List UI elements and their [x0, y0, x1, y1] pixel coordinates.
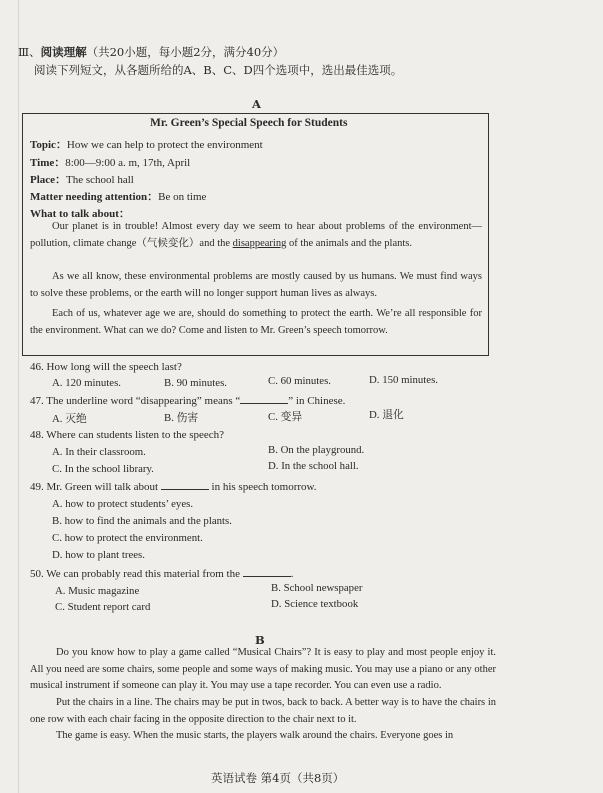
- matter-line: Matter needing attention：Be on time: [30, 191, 207, 203]
- q50-option-a[interactable]: A. Music magazine: [55, 585, 140, 597]
- q47-option-a[interactable]: A. 灭绝: [52, 413, 87, 425]
- answer-blank: [243, 567, 291, 577]
- q49-option-a[interactable]: A. how to protect students’ eyes.: [52, 498, 194, 510]
- answer-blank: [161, 480, 209, 490]
- q47-option-b[interactable]: B. 伤害: [164, 412, 199, 424]
- q48-option-a[interactable]: A. In their classroom.: [52, 446, 146, 458]
- time-line: Time：8:00—9:00 a. m, 17th, April: [30, 157, 191, 169]
- q49-option-b[interactable]: B. how to find the animals and the plants.: [52, 515, 232, 527]
- section-heading: Ⅲ、阅读理解（共20小题，每小题2分，满分40分）: [18, 45, 285, 59]
- passage-a-title: Mr. Green’s Special Speech for Students: [150, 117, 348, 129]
- q50-option-d[interactable]: D. Science textbook: [271, 598, 359, 610]
- passage-b-paragraph-1: Do you know how to play a game called “Musical Chairs”? It is easy to play and most people enjoy it. All you need are some chairs, some people and some ways of making music. You may use a piano or any other musical instrument if someone can play it. You may use a tape recorder. You can even use a radio.: [30, 647, 496, 692]
- question-47: 47. The underline word “disappearing” means “ ” in Chinese.: [30, 395, 346, 407]
- q48-option-d[interactable]: D. In the school hall.: [268, 460, 359, 472]
- passage-a-paragraph-1: Our planet is in trouble! Almost every day we seem to hear about problems of the environment—pollution, climate change（气候变化）and the disappearing of the animals and the plants.: [30, 221, 482, 249]
- q47-option-c[interactable]: C. 变异: [268, 411, 303, 423]
- q46-option-a[interactable]: A. 120 minutes.: [52, 377, 121, 389]
- q46-option-d[interactable]: D. 150 minutes.: [369, 374, 438, 386]
- q50-option-c[interactable]: C. Student report card: [55, 601, 151, 613]
- q48-option-c[interactable]: C. In the school library.: [52, 463, 154, 475]
- topic-line: Topic：How we can help to protect the environment: [30, 139, 263, 151]
- question-49: 49. Mr. Green will talk about in his speech tomorrow.: [30, 481, 317, 493]
- talk-about-label: What to talk about：: [30, 208, 130, 220]
- page-footer: 英语试卷 第4页（共8页）: [211, 771, 345, 785]
- q49-option-c[interactable]: C. how to protect the environment.: [52, 532, 203, 544]
- question-48: 48. Where can students listen to the speech?: [30, 429, 225, 441]
- q46-option-c[interactable]: C. 60 minutes.: [268, 375, 331, 387]
- place-line: Place：The school hall: [30, 174, 134, 186]
- q48-option-b[interactable]: B. On the playground.: [268, 444, 365, 456]
- question-46: 46. How long will the speech last?: [30, 361, 182, 373]
- passage-a-letter: A: [252, 97, 261, 111]
- passage-b-paragraph-2: Put the chairs in a line. The chairs may be put in twos, back to back. A better way is to have the chairs in one row with each chair facing in the opposite direction to the chair next to it.: [30, 697, 496, 725]
- section-instructions: 阅读下列短文，从各题所给的A、B、C、D四个选项中，选出最佳选项。: [34, 63, 403, 77]
- question-50: 50. We can probably read this material from the .: [30, 568, 294, 580]
- passage-a-paragraph-2: As we all know, these environmental problems are mostly caused by us humans. We must find ways to solve these problems, or the earth will no longer support human lives as always.: [30, 271, 482, 299]
- q50-option-b[interactable]: B. School newspaper: [271, 582, 363, 594]
- q46-option-b[interactable]: B. 90 minutes.: [164, 377, 227, 389]
- passage-b-paragraph-3: The game is easy. When the music starts, the players walk around the chairs. Everyone goes in: [56, 730, 454, 741]
- q47-option-d[interactable]: D. 退化: [369, 409, 404, 421]
- q49-option-d[interactable]: D. how to plant trees.: [52, 549, 145, 561]
- passage-b-letter: B: [255, 633, 265, 647]
- underlined-word: disappearing: [232, 238, 287, 249]
- answer-blank: [240, 394, 288, 404]
- passage-a-paragraph-3: Each of us, whatever age we are, should do something to protect the earth. We’re all responsible for the environment. What can we do? Come and listen to Mr. Green’s speech tomorrow.: [30, 308, 482, 336]
